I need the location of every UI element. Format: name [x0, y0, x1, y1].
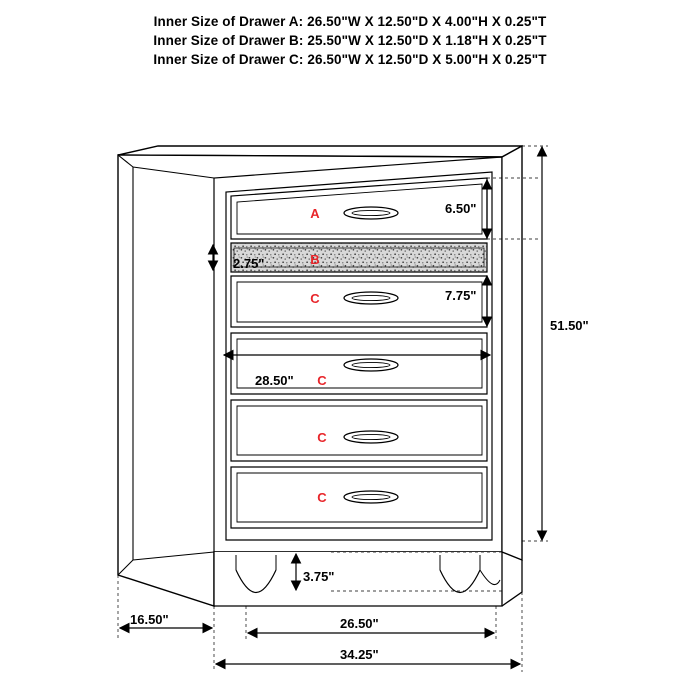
drawer-c3-label: C — [317, 430, 327, 445]
drawer-c2-label: C — [317, 373, 327, 388]
dim-label-total-height: 51.50" — [550, 318, 589, 333]
dim-label-front-width: 26.50" — [340, 616, 379, 631]
drawer-b[interactable] — [231, 243, 487, 272]
drawer-c4-handle[interactable] — [344, 491, 398, 503]
drawer-c1-handle[interactable] — [344, 292, 398, 304]
dim-label-depth: 16.50" — [130, 612, 169, 627]
dim-label-drawer-c: 7.75" — [445, 288, 477, 303]
dim-label-drawer-a: 6.50" — [445, 201, 477, 216]
drawer-c4[interactable] — [231, 467, 487, 528]
drawer-c3-handle[interactable] — [344, 431, 398, 443]
dim-label-inner-width: 28.50" — [255, 373, 294, 388]
dim-label-total-width: 34.25" — [340, 647, 379, 662]
drawer-c1-label: C — [310, 291, 320, 306]
spec-line-drawer-a: Inner Size of Drawer A: 26.50"W X 12.50"D X 4.00"H X 0.25"T — [153, 14, 547, 29]
spec-line-drawer-b: Inner Size of Drawer B: 25.50"W X 12.50"D X 1.18"H X 0.25"T — [153, 33, 547, 48]
dim-label-drawer-b: 2.75" — [233, 256, 265, 271]
cabinet-plinth — [214, 552, 502, 606]
cabinet-plinth-right — [502, 560, 522, 606]
drawer-a-handle[interactable] — [344, 207, 398, 219]
drawer-c2-handle[interactable] — [344, 359, 398, 371]
drawer-c3[interactable] — [231, 400, 487, 461]
drawer-c4-label: C — [317, 490, 327, 505]
drawer-b-glitter-panel — [234, 248, 484, 267]
dim-label-foot-height: 3.75" — [303, 569, 335, 584]
drawer-b-label: B — [310, 252, 320, 267]
drawer-c3-front[interactable] — [231, 400, 487, 461]
spec-line-drawer-c: Inner Size of Drawer C: 26.50"W X 12.50"D X 5.00"H X 0.25"T — [153, 52, 547, 67]
drawer-a-label: A — [310, 206, 320, 221]
cabinet-right-side — [502, 146, 522, 560]
